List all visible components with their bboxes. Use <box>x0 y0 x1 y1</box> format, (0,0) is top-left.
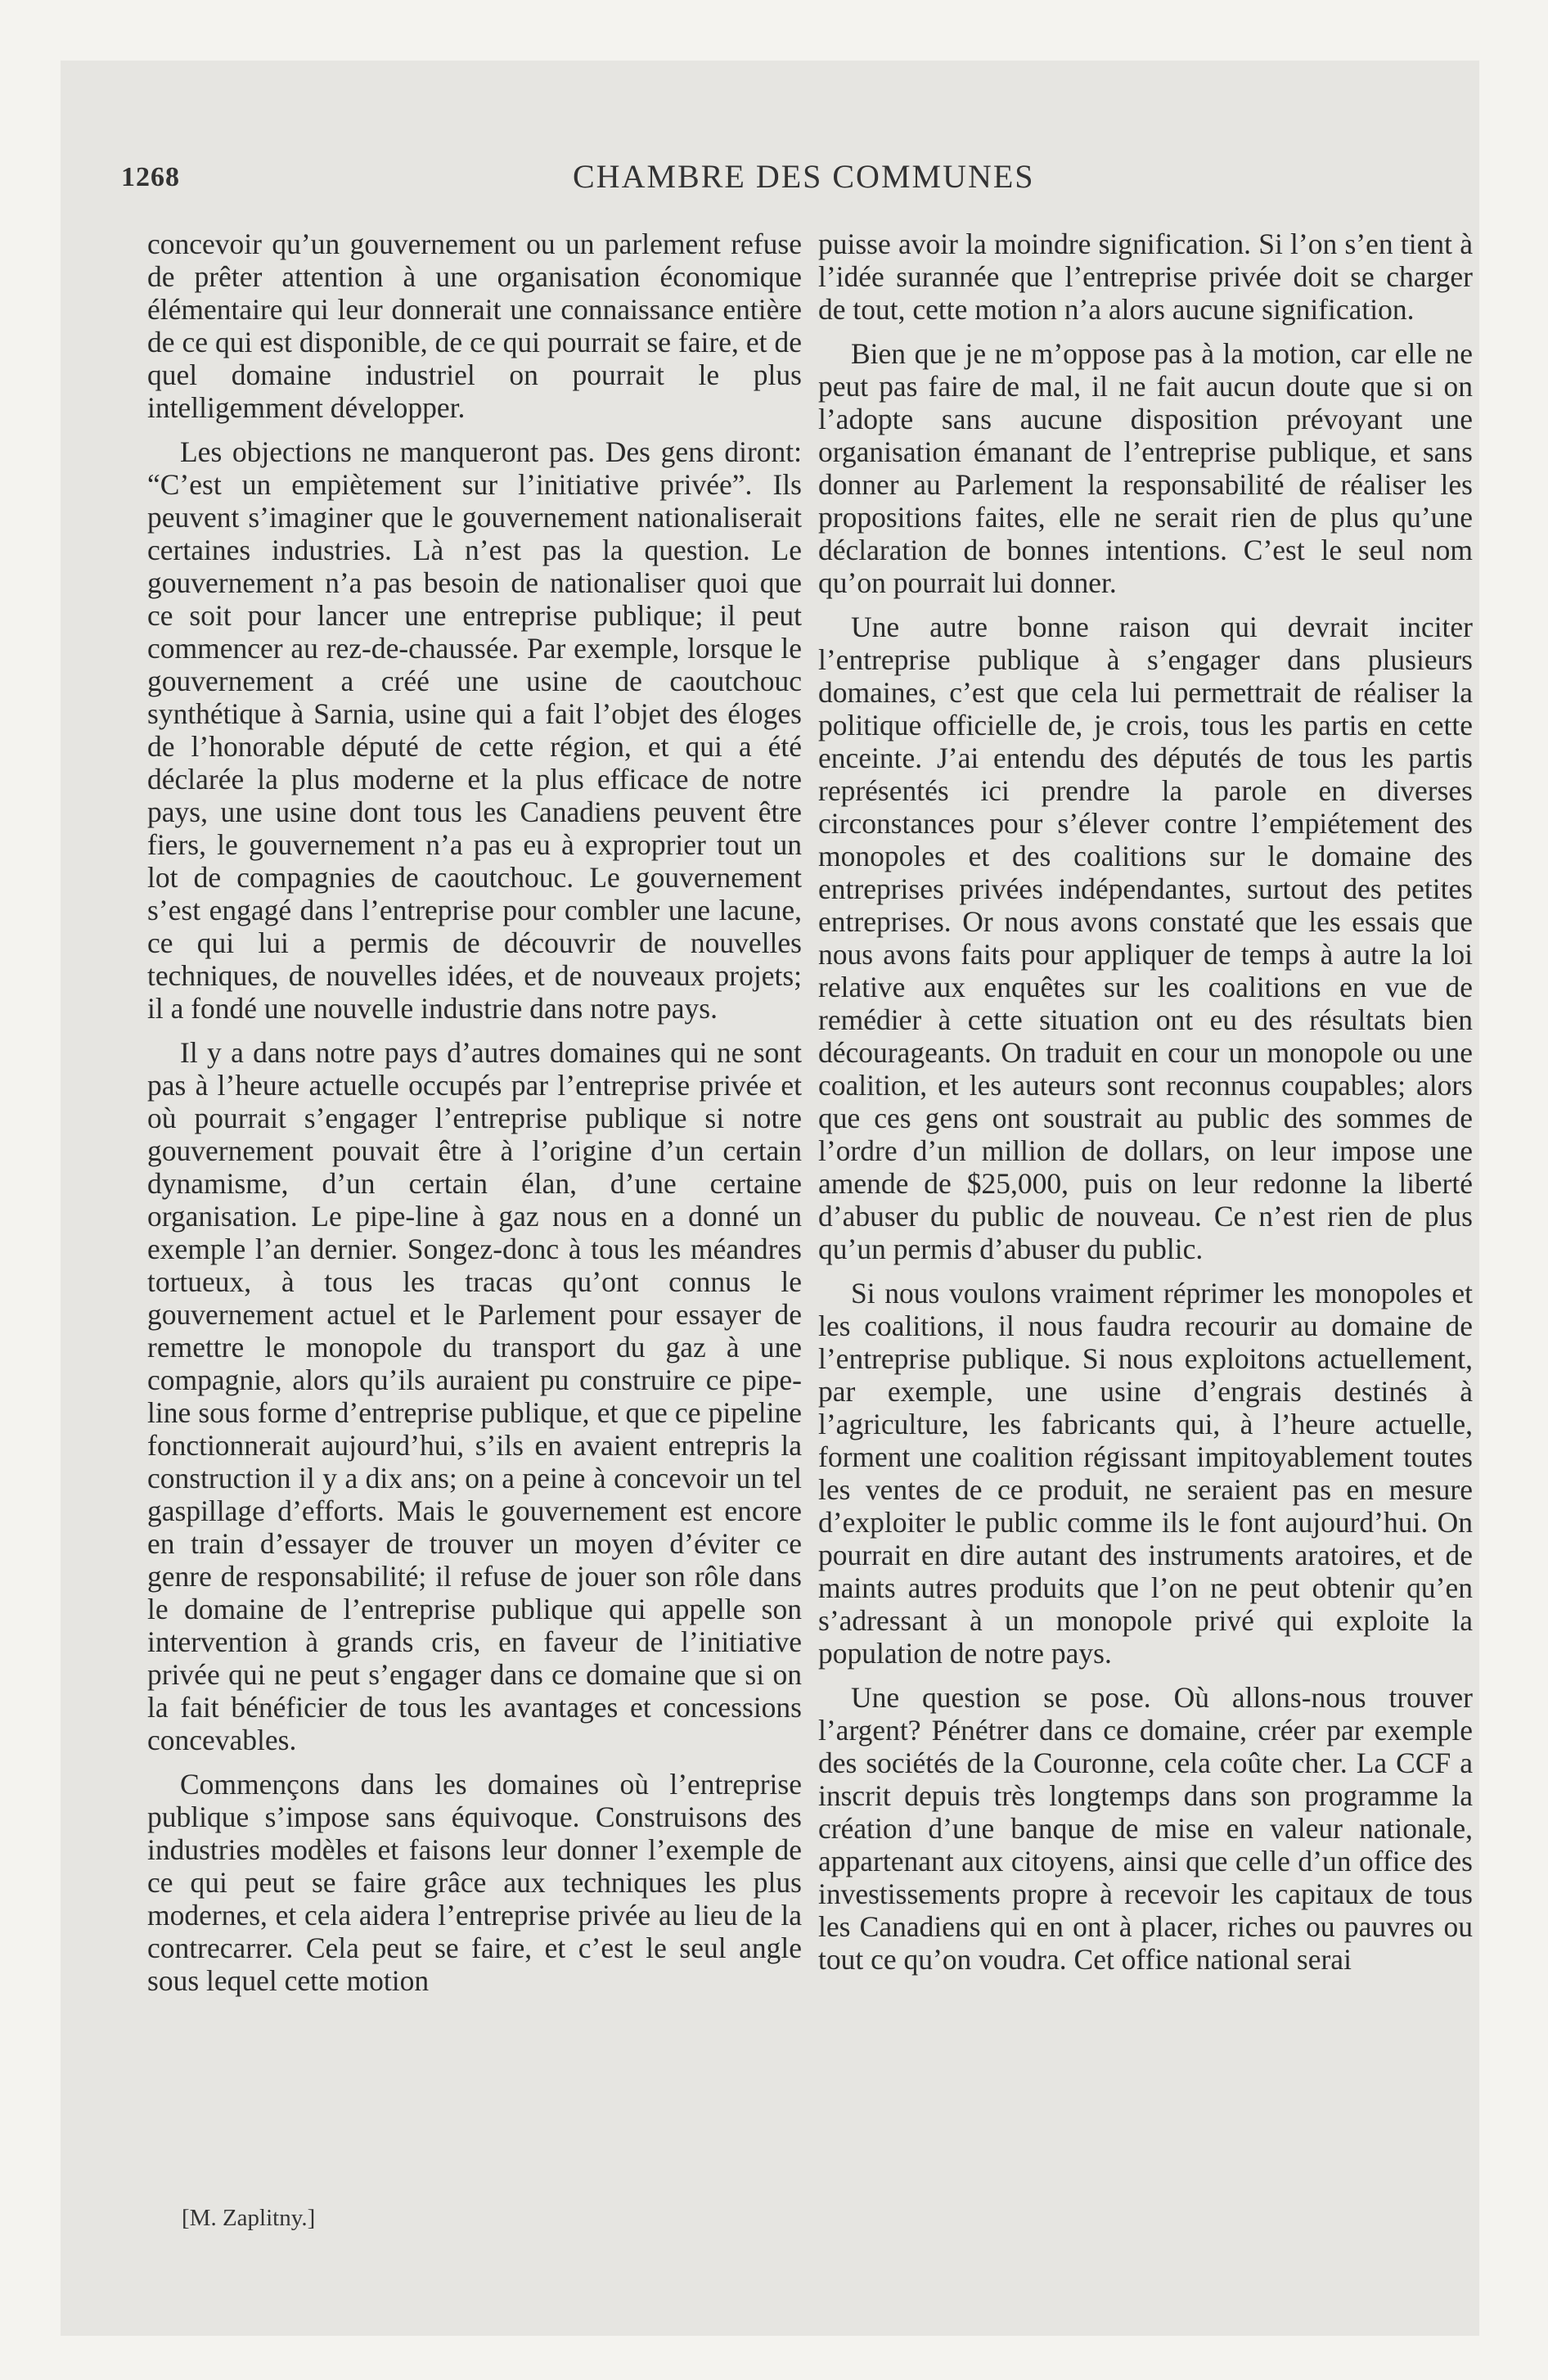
paragraph: Une question se pose. Où allons-nous trouver l’argent? Pénétrer dans ce domaine, créer par exemple des sociétés de la Couronne, cela coûte cher. La CCF a inscrit depuis très longtemps dans son programme la création d’une banque de mise en valeur nationale, appartenant aux citoyens, ainsi que celle d’un office des investissements propre à recevoir les capitaux de tous les Canadiens qui en ont à placer, riches ou pauvres ou tout ce qu’on voudra. Cet office national serai <box>818 1681 1473 1976</box>
speaker-footer: [M. Zaplitny.] <box>182 2205 316 2231</box>
paragraph: Bien que je ne m’oppose pas à la motion, car elle ne peut pas faire de mal, il ne fait aucun doute que si on l’adopte sans aucune disposition prévoyant une organisation émanant de l’entreprise publique, et sans donner au Parlement la responsabilité de réaliser les propositions faites, elle ne serait rien de plus qu’une déclaration de bonnes intentions. C’est le seul nom qu’on pourrait lui donner. <box>818 337 1473 599</box>
paragraph: puisse avoir la moindre signification. Si l’on s’en tient à l’idée surannée que l’entreprise privée doit se charger de tout, cette motion n’a alors aucune signification. <box>818 228 1473 326</box>
page-number: 1268 <box>121 162 180 192</box>
paragraph: Si nous voulons vraiment réprimer les monopoles et les coalitions, il nous faudra recourir au domaine de l’entreprise publique. Si nous exploitons actuellement, par exemple, une usine d’engrais destinés à l’agriculture, les fabricants qui, à l’heure actuelle, forment une coalition régissant impitoyablement toutes les ventes de ce produit, ne seraient pas en mesure d’exploiter le public comme ils le font aujourd’hui. On pourrait en dire autant des instruments aratoires, et de maints autres produits que l’on ne peut obtenir qu’en s’adressant à un monopole privé qui exploite la population de notre pays. <box>818 1277 1473 1670</box>
left-column <box>147 228 802 2008</box>
paragraph: Les objections ne manqueront pas. Des gens diront: “C’est un empiètement sur l’initiative privée”. Ils peuvent s’imaginer que le gouvernement nationaliserait certaines industries. Là n’est pas la question. Le gouvernement n’a pas besoin de nationaliser quoi que ce soit pour lancer une entreprise publique; il peut commencer au rez-de-chaussée. Par exemple, lorsque le gouvernement a créé une usine de caoutchouc synthétique à Sarnia, usine qui a fait l’objet des éloges de l’honorable député de cette région, et qui a été déclarée la plus moderne et la plus efficace de notre pays, une usine dont tous les Canadiens peuvent être fiers, le gouvernement n’a pas eu à exproprier tout un lot de compagnies de caoutchouc. Le gouvernement s’est engagé dans l’entreprise pour combler une lacune, ce qui lui a permis de découvrir de nouvelles techniques, de nouvelles idées, et de nouveaux projets; il a fondé une nouvelle industrie dans notre pays. <box>147 435 802 1025</box>
right-column <box>818 228 1473 1987</box>
page-header <box>121 158 1455 203</box>
paragraph: Une autre bonne raison qui devrait inciter l’entreprise publique à s’engager dans plusieurs domaines, c’est que cela lui permettrait de réaliser la politique officielle de, je crois, tous les partis en cette enceinte. J’ai entendu des députés de tous les partis représentés ici prendre la parole en diverses circonstances pour s’élever contre l’empiétement des monopoles et des coalitions sur le domaine des entreprises privées indépendantes, surtout des petites entreprises. Or nous avons constaté que les essais que nous avons faits pour appliquer de temps à autre la loi relative aux enquêtes sur les coalitions en vue de remédier à cette situation ont eu des résultats bien décourageants. On traduit en cour un monopole ou une coalition, et les auteurs sont reconnus coupables; alors que ces gens ont soustrait au public des sommes de l’ordre d’un million de dollars, on leur impose une amende de $25,000, puis on leur redonne la liberté d’abuser du public de nouveau. Ce n’est rien de plus qu’un permis d’abuser du public. <box>818 611 1473 1265</box>
running-title: CHAMBRE DES COMMUNES <box>573 158 1035 195</box>
paragraph: Commençons dans les domaines où l’entreprise publique s’impose sans équivoque. Construisons des industries modèles et faisons leur donner l’exemple de ce qui peut se faire grâce aux techniques les plus modernes, et cela aidera l’entreprise privée au lieu de la contrecarrer. Cela peut se faire, et c’est le seul angle sous lequel cette motion <box>147 1768 802 1997</box>
paragraph: Il y a dans notre pays d’autres domaines qui ne sont pas à l’heure actuelle occupés par l’entreprise privée et où pourrait s’engager l’entreprise publique si notre gouvernement pouvait être à l’origine d’un certain dynamisme, d’un certain élan, d’une certaine organisation. Le pipe-line à gaz nous en a donné un exemple l’an dernier. Songez-donc à tous les méandres tortueux, à tous les tracas qu’ont connus le gouvernement actuel et le Parlement pour essayer de remettre le monopole du transport du gaz à une compagnie, alors qu’ils auraient pu construire ce pipe-line sous forme d’entreprise publique, et que ce pipeline fonctionnerait aujourd’hui, s’ils en avaient entrepris la construction il y a dix ans; on a peine à concevoir un tel gaspillage d’efforts. Mais le gouvernement est encore en train d’essayer de trouver un moyen d’éviter ce genre de responsabilité; il refuse de jouer son rôle dans le domaine de l’entreprise publique qui appelle son intervention à grands cris, en faveur de l’initiative privée qui ne peut s’engager dans ce domaine que si on la fait bénéficier de tous les avantages et concessions concevables. <box>147 1036 802 1756</box>
paragraph: concevoir qu’un gouvernement ou un parlement refuse de prêter attention à une organisation économique élémentaire qui leur donnerait une connaissance entière de ce qui est disponible, de ce qui pourrait se faire, et de quel domaine industriel on pourrait le plus intelligemment développer. <box>147 228 802 424</box>
